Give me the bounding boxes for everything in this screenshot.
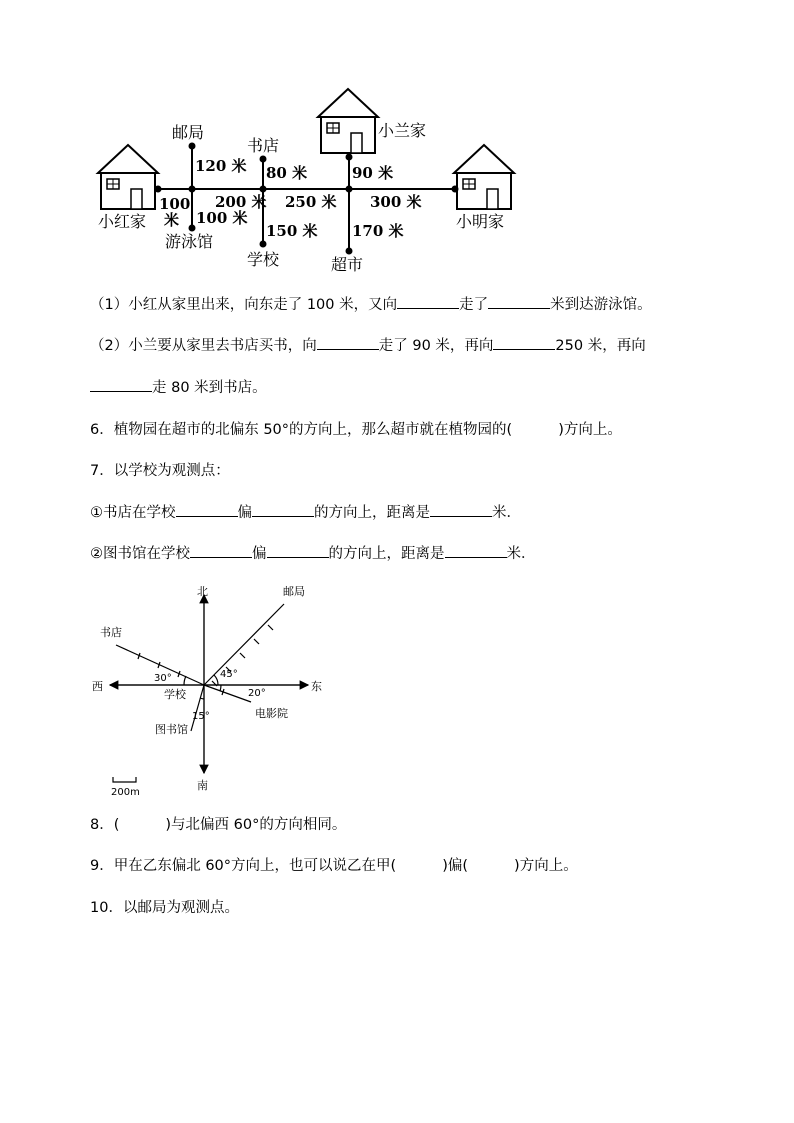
compass-east: 东 [311,680,322,693]
answer-blank[interactable] [445,543,507,558]
answer-blank[interactable] [176,502,238,517]
dist-250: 250 米 [285,193,337,211]
compass-bookstore: 书店 [100,626,122,639]
dist-300: 300 米 [370,193,422,211]
label-bookstore: 书店 [247,136,280,155]
dist-150: 150 米 [266,222,318,240]
label-xiaohong: 小红家 [98,212,147,231]
answer-blank[interactable] [488,294,550,309]
answer-blank[interactable] [493,335,555,350]
route-map [0,0,794,290]
question-part-1: （1）小红从家里出来，向东走了 100 米，又向 走了 米到达游泳馆。 [90,294,652,315]
compass-diagram [0,575,794,805]
question-7-title: 7．以学校为观测点： [90,463,230,479]
scale-label: 200m [111,787,140,798]
angle-15: 15° [192,711,210,722]
dist-100-unit: 米 [164,211,180,229]
label-school: 学校 [247,250,280,269]
answer-blank[interactable] [90,377,152,392]
dist-200: 200 米 [215,193,267,211]
question-6: 6．植物园在超市的北偏东 50°的方向上，那么超市就在植物园的( )方向上。 [90,422,622,438]
ray-post [204,604,284,685]
question-part-2: （2）小兰要从家里去书店买书，向 走了 90 米，再向 250 米，再向 [90,335,646,356]
dist-100: 100 [159,195,191,213]
answer-blank[interactable] [190,543,252,558]
label-xiaoming: 小明家 [456,212,505,231]
angle-45: 45° [220,669,238,680]
angle-20: 20° [248,688,266,699]
dist-90: 90 米 [352,164,394,182]
dist-120: 120 米 [195,157,247,175]
answer-blank[interactable] [317,335,379,350]
xiaohong-house-icon [98,145,158,209]
question-part-2-cont: 走 80 米到书店。 [90,377,267,398]
compass-west: 西 [92,680,103,693]
answer-blank[interactable] [397,294,459,309]
label-pool: 游泳馆 [165,232,214,251]
xiaolan-house-icon [318,89,378,153]
dist-100b: 100 米 [196,209,248,227]
question-7-line-2: ②图书馆在学校 偏 的方向上，距离是 米． [90,543,536,564]
question-8: 8．( )与北偏西 60°的方向相同。 [90,817,347,833]
ray-cinema [204,685,251,702]
dist-170: 170 米 [352,222,404,240]
answer-blank[interactable] [252,502,314,517]
question-7-line-1: ①书店在学校 偏 的方向上，距离是 米． [90,502,521,523]
compass-north: 北 [197,585,208,598]
answer-blank[interactable] [430,502,492,517]
label-post: 邮局 [172,123,205,142]
xiaoming-house-icon [454,145,514,209]
dist-80: 80 米 [266,164,308,182]
ray-library [191,685,204,731]
angle-30: 30° [154,673,172,684]
compass-cinema: 电影院 [255,707,288,720]
compass-library: 图书馆 [155,723,188,736]
compass-south: 南 [197,779,208,792]
compass-post: 邮局 [283,585,305,598]
question-10: 10．以邮局为观测点。 [90,900,239,916]
label-market: 超市 [331,255,364,274]
compass-school: 学校 [164,688,186,701]
answer-blank[interactable] [267,543,329,558]
label-xiaolan: 小兰家 [378,121,427,140]
question-9: 9．甲在乙东偏北 60°方向上，也可以说乙在甲( )偏( )方向上。 [90,858,578,874]
